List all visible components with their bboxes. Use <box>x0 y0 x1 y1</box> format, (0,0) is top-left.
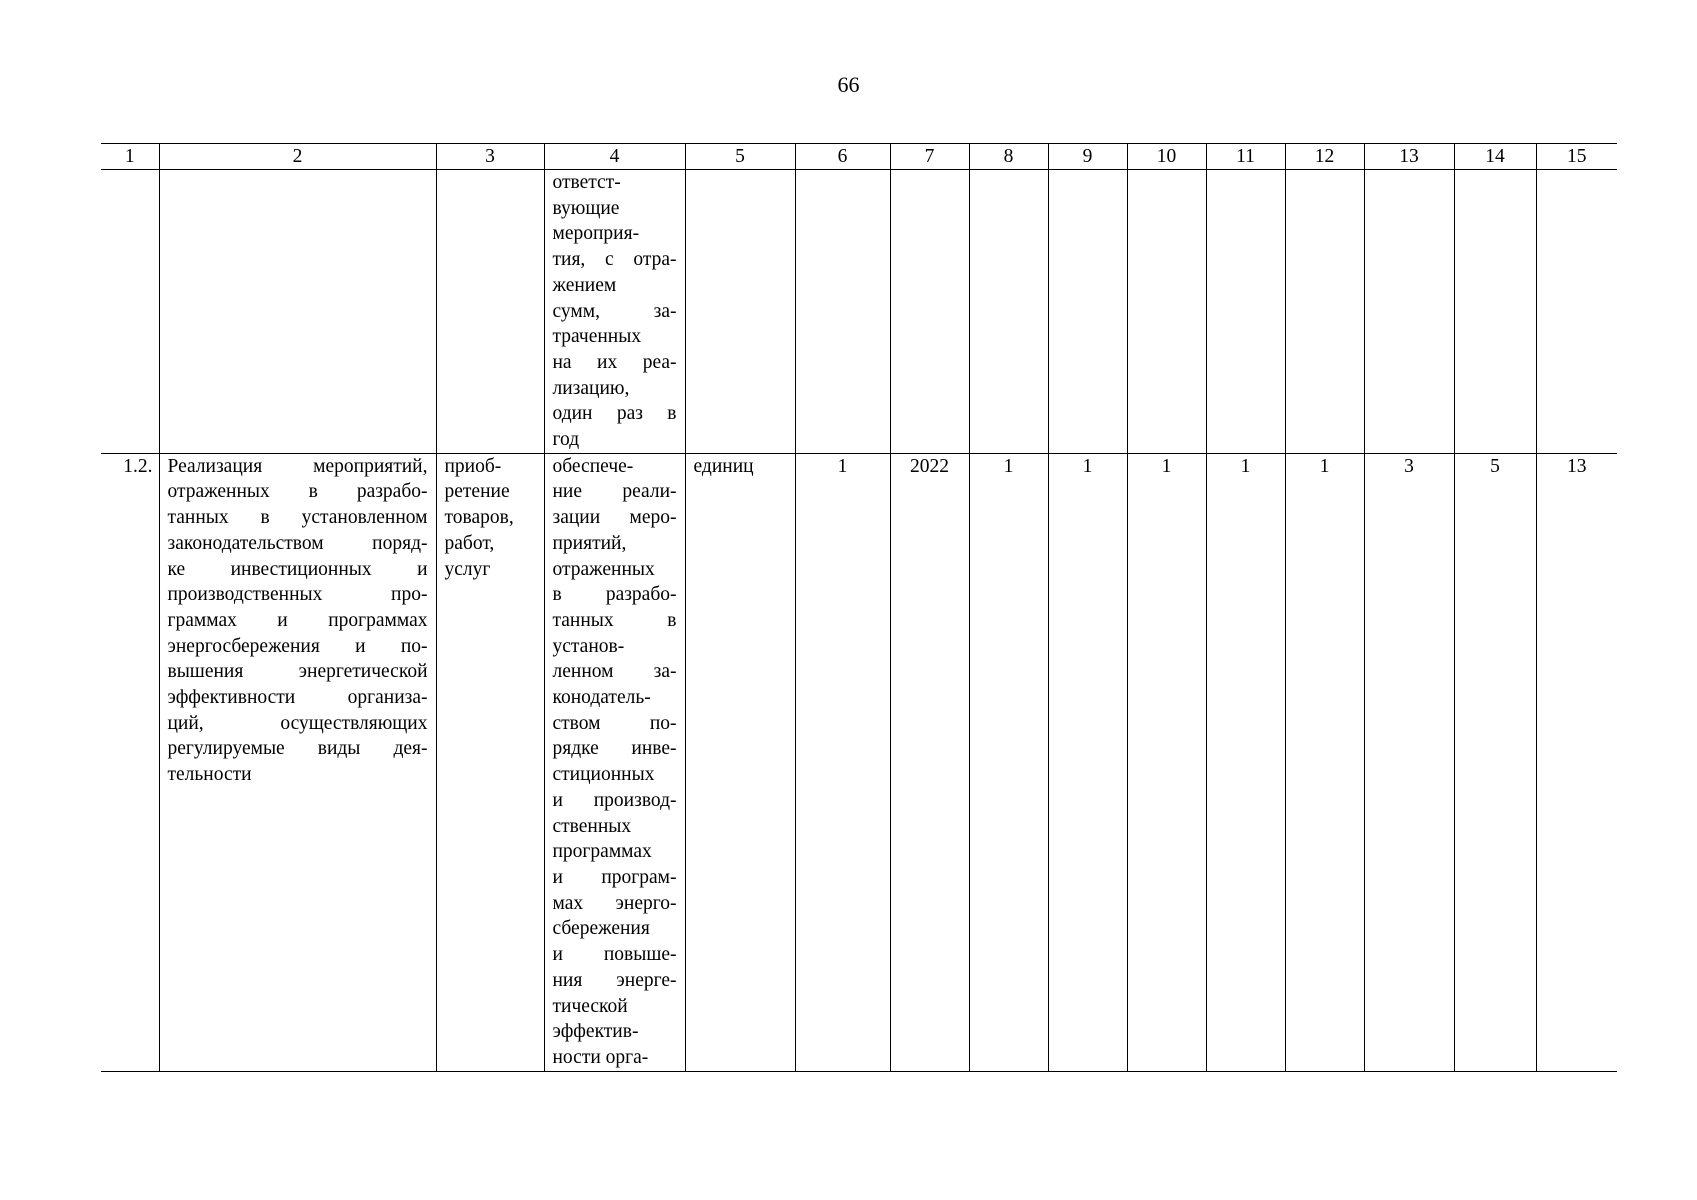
text-line: тельности <box>167 764 252 786</box>
text-line: тия, с отра- <box>552 249 677 271</box>
text-line: ние реали- <box>552 481 677 503</box>
unit-cell: единиц <box>685 453 795 1071</box>
text-line: отраженных в разрабо- <box>167 481 428 503</box>
text-line: приятий, <box>552 532 627 554</box>
text-line: регулируемые виды дея- <box>167 738 428 760</box>
text-line: зации меро- <box>552 507 677 529</box>
header-cell-6: 6 <box>795 144 890 170</box>
text-line: стиционных <box>552 764 655 786</box>
text-line: один раз в <box>552 403 677 425</box>
row-code: 1.2. <box>101 453 159 1071</box>
header-cell-12: 12 <box>1285 144 1364 170</box>
year-cell: 2022 <box>890 453 969 1071</box>
cell-col3 <box>436 170 544 454</box>
cell-col7 <box>890 170 969 454</box>
text-line: законодательством поряд- <box>167 532 428 554</box>
text-line: ния энерге- <box>552 969 677 991</box>
text-line: на их реа- <box>552 351 677 373</box>
header-cell-9: 9 <box>1048 144 1127 170</box>
text-line: ственных <box>552 815 632 837</box>
header-cell-15: 15 <box>1536 144 1617 170</box>
header-cell-5: 5 <box>685 144 795 170</box>
header-cell-1: 1 <box>101 144 159 170</box>
cell-col11 <box>1206 170 1285 454</box>
text-line: отраженных <box>552 558 655 580</box>
indicator-description <box>544 453 685 1071</box>
header-cell-2: 2 <box>159 144 436 170</box>
text-line: мероприя- <box>552 223 640 245</box>
expense-direction <box>436 453 544 1071</box>
page-number: 66 <box>837 72 860 97</box>
text-line: танных в <box>552 609 677 631</box>
cell-col5 <box>685 170 795 454</box>
text-line: рядке инве- <box>552 738 677 760</box>
text-line: год <box>552 429 580 451</box>
cell-col9 <box>1048 170 1127 454</box>
cell-col6 <box>795 170 890 454</box>
value-col12: 1 <box>1285 453 1364 1071</box>
text-line: в разрабо- <box>552 584 677 606</box>
text-line: вышения энергетической <box>167 661 428 683</box>
text-line: обеспече- <box>552 455 634 477</box>
cell-col15 <box>1536 170 1617 454</box>
cell-col8 <box>969 170 1048 454</box>
text-line: программах <box>552 841 652 863</box>
text-line: Реализация мероприятий, <box>167 455 428 477</box>
cell-col4 <box>544 170 685 454</box>
text-line: производственных про- <box>167 584 428 606</box>
text-line: вующие <box>552 197 620 219</box>
value-col13: 3 <box>1364 453 1454 1071</box>
header-cell-8: 8 <box>969 144 1048 170</box>
event-description <box>159 453 436 1071</box>
text-line: ретение <box>444 481 510 503</box>
text-line: и производ- <box>552 789 677 811</box>
text-line: ответст- <box>552 172 621 193</box>
value-col9: 1 <box>1048 453 1127 1071</box>
program-table <box>101 143 1617 1072</box>
header-cell-13: 13 <box>1364 144 1454 170</box>
table-row <box>101 170 1617 454</box>
cell-col12 <box>1285 170 1364 454</box>
text-line: сбережения <box>552 918 650 940</box>
text-line: работ, <box>444 532 495 554</box>
text-line: граммах и программах <box>167 609 428 631</box>
table-row <box>101 453 1617 1071</box>
text-line: танных в установленном <box>167 507 428 529</box>
header-cell-4: 4 <box>544 144 685 170</box>
text-line: эффектив- <box>552 1021 639 1043</box>
text-line: и програм- <box>552 866 677 888</box>
text-line: ством по- <box>552 712 677 734</box>
text-line: товаров, <box>444 507 514 529</box>
header-cell-7: 7 <box>890 144 969 170</box>
text-line: энергосбережения и по- <box>167 635 428 657</box>
text-line: приоб- <box>444 455 502 477</box>
value-col6: 1 <box>795 453 890 1071</box>
text-line: услуг <box>444 558 491 580</box>
text-line: ций, осуществляющих <box>167 712 428 734</box>
text-line: жением <box>552 274 617 296</box>
header-cell-14: 14 <box>1454 144 1536 170</box>
text-line: ке инвестиционных и <box>167 558 428 580</box>
cell-col1 <box>101 170 159 454</box>
text-line: и повыше- <box>552 944 677 966</box>
text-line: установ- <box>552 635 625 657</box>
value-col15: 13 <box>1536 453 1617 1071</box>
value-col11: 1 <box>1206 453 1285 1071</box>
text-line: сумм, за- <box>552 300 677 322</box>
header-cell-3: 3 <box>436 144 544 170</box>
text-line: ности орга- <box>552 1046 649 1068</box>
value-col10: 1 <box>1127 453 1206 1071</box>
header-cell-10: 10 <box>1127 144 1206 170</box>
cell-col13 <box>1364 170 1454 454</box>
cell-col14 <box>1454 170 1536 454</box>
table-header-row <box>101 144 1617 170</box>
cell-col2 <box>159 170 436 454</box>
cell-col10 <box>1127 170 1206 454</box>
text-line: траченных <box>552 326 642 348</box>
text-line: лизацию, <box>552 377 630 399</box>
text-line: конодатель- <box>552 687 651 709</box>
text-line: эффективности организа- <box>167 687 428 709</box>
header-cell-11: 11 <box>1206 144 1285 170</box>
text-line: тической <box>552 995 628 1017</box>
value-col8: 1 <box>969 453 1048 1071</box>
text-line: ленном за- <box>552 661 677 683</box>
value-col14: 5 <box>1454 453 1536 1071</box>
text-line: мах энерго- <box>552 892 677 914</box>
